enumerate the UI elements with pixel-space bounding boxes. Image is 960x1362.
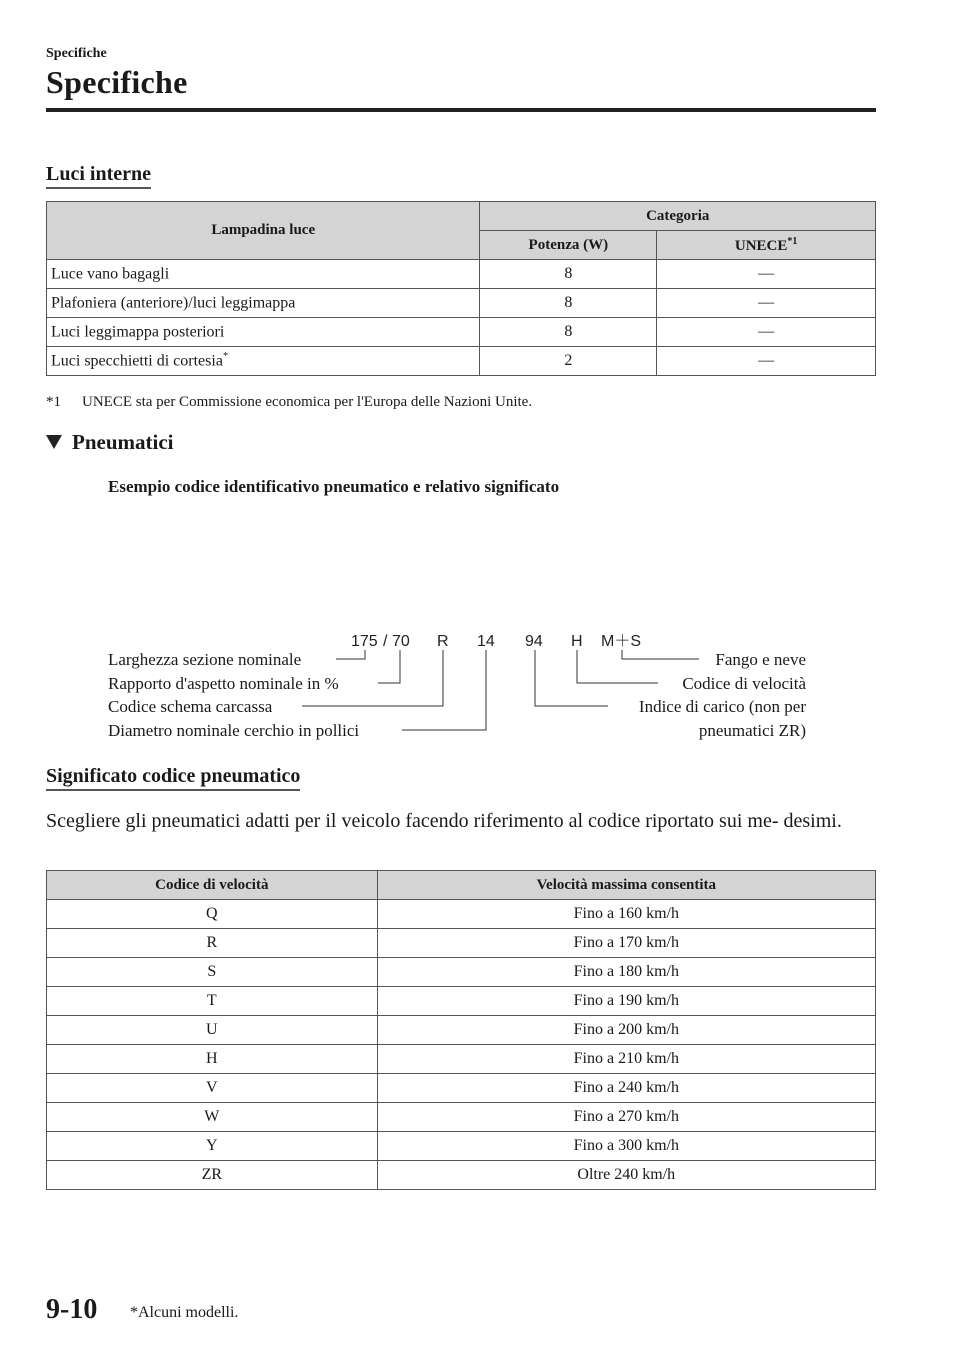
code-slash: / (383, 633, 388, 650)
header-bulb: Lampadina luce (47, 202, 480, 260)
bulb-unece: — (657, 260, 876, 289)
label-mud: Fango e neve (715, 650, 806, 669)
table-row (47, 1016, 876, 1045)
bulb-unece: — (657, 318, 876, 347)
tire-code-diagram (0, 600, 960, 750)
code-rim: 14 (477, 633, 495, 650)
bulb-power: 8 (480, 260, 657, 289)
section-title-luci-interne: Luci interne (46, 163, 151, 189)
leader-speed (577, 650, 658, 683)
table-row (47, 260, 876, 289)
table-row (47, 1161, 876, 1190)
code-ratio: 70 (392, 633, 410, 650)
header-unece (657, 231, 876, 260)
section-title-pneumatici (46, 430, 173, 455)
bulb-power: 2 (480, 347, 657, 376)
leader-ratio (378, 650, 400, 683)
tire-example-subtitle: Esempio codice identificativo pneumatico e relativo significato (108, 477, 560, 496)
table-row (47, 1045, 876, 1074)
label-carcass: Codice schema carcassa (108, 697, 273, 716)
tire-code-paragraph: Scegliere gli pneumatici adatti per il veicolo facendo riferimento al codice riportato sui me- desimi. (46, 810, 842, 832)
header-category: Categoria (480, 202, 876, 231)
max-speed: Fino a 200 km/h (377, 1016, 875, 1045)
speed-code: W (47, 1103, 378, 1132)
header-rule (46, 108, 876, 112)
label-load-2: pneumatici ZR) (698, 721, 806, 740)
max-speed: Fino a 270 km/h (377, 1103, 875, 1132)
table-row (47, 958, 876, 987)
max-speed: Fino a 300 km/h (377, 1132, 875, 1161)
pneumatici-title-text: Pneumatici (72, 430, 174, 454)
max-speed: Fino a 160 km/h (377, 900, 875, 929)
speed-code: U (47, 1016, 378, 1045)
label-rim: Diametro nominale cerchio in pollici (108, 721, 360, 740)
code-ms: M＋S (601, 633, 642, 650)
table-row (47, 1074, 876, 1103)
bulb-name (47, 260, 480, 289)
max-speed: Fino a 240 km/h (377, 1074, 875, 1103)
bulb-power: 8 (480, 289, 657, 318)
speed-code: R (47, 929, 378, 958)
max-speed: Fino a 210 km/h (377, 1045, 875, 1074)
label-width: Larghezza sezione nominale (108, 650, 302, 669)
bulb-name-text: Plafoniera (anteriore)/luci leggimappa (51, 294, 296, 312)
unece-footnote (46, 394, 532, 411)
label-load-1: Indice di carico (non per (638, 697, 806, 716)
table-row (47, 1103, 876, 1132)
bulb-name (47, 289, 480, 318)
speed-code: S (47, 958, 378, 987)
leader-width (336, 650, 365, 659)
max-speed: Fino a 170 km/h (377, 929, 875, 958)
table-row (47, 318, 876, 347)
footnote-text: UNECE sta per Commissione economica per l'Europa delle Nazioni Unite. (82, 394, 533, 410)
label-ratio: Rapporto d'aspetto nominale in % (108, 674, 339, 693)
header-unece-sup: *1 (787, 235, 798, 247)
max-speed: Oltre 240 km/h (377, 1161, 875, 1190)
max-speed: Fino a 190 km/h (377, 987, 875, 1016)
table-row (47, 900, 876, 929)
section-title-significato: Significato codice pneumatico (46, 765, 300, 791)
speed-code-table (46, 870, 876, 1190)
bulb-power: 8 (480, 318, 657, 347)
max-speed: Fino a 180 km/h (377, 958, 875, 987)
table-row (47, 1132, 876, 1161)
bulb-name-text: Luci leggimappa posteriori (51, 323, 225, 341)
interior-lights-table (46, 201, 876, 376)
bulb-name-text: Luce vano bagagli (51, 265, 170, 283)
leader-rim (402, 650, 486, 730)
code-speed: H (571, 633, 583, 650)
table-row (47, 987, 876, 1016)
speed-code: Q (47, 900, 378, 929)
speed-code: H (47, 1045, 378, 1074)
bulb-unece: — (657, 347, 876, 376)
footer-note: *Alcuni modelli. (130, 1304, 239, 1321)
header-unece-text: UNECE (734, 237, 788, 254)
speed-code: ZR (47, 1161, 378, 1190)
code-width: 175 (351, 633, 378, 650)
table-row (47, 347, 876, 376)
table-row (47, 929, 876, 958)
code-load: 94 (525, 633, 543, 650)
triangle-bullet-icon (46, 435, 62, 449)
header-speed-code: Codice di velocità (47, 871, 378, 900)
speed-code: T (47, 987, 378, 1016)
running-header: Specifiche (46, 46, 107, 61)
bulb-name (47, 347, 480, 376)
label-speed: Codice di velocità (682, 674, 806, 693)
bulb-unece: — (657, 289, 876, 318)
header-power: Potenza (W) (480, 231, 657, 260)
bulb-name (47, 318, 480, 347)
code-r: R (437, 633, 449, 650)
page-title: Specifiche (46, 64, 188, 100)
speed-code: Y (47, 1132, 378, 1161)
footnote-mark: *1 (46, 394, 61, 410)
table-row (47, 289, 876, 318)
bulb-name-text: Luci specchietti di cortesia (51, 352, 223, 370)
bulb-name-sup: * (222, 351, 228, 363)
speed-code: V (47, 1074, 378, 1103)
leader-load (535, 650, 608, 706)
leader-mud (622, 650, 699, 659)
page-number: 9-10 (46, 1294, 98, 1325)
header-max-speed: Velocità massima consentita (377, 871, 875, 900)
